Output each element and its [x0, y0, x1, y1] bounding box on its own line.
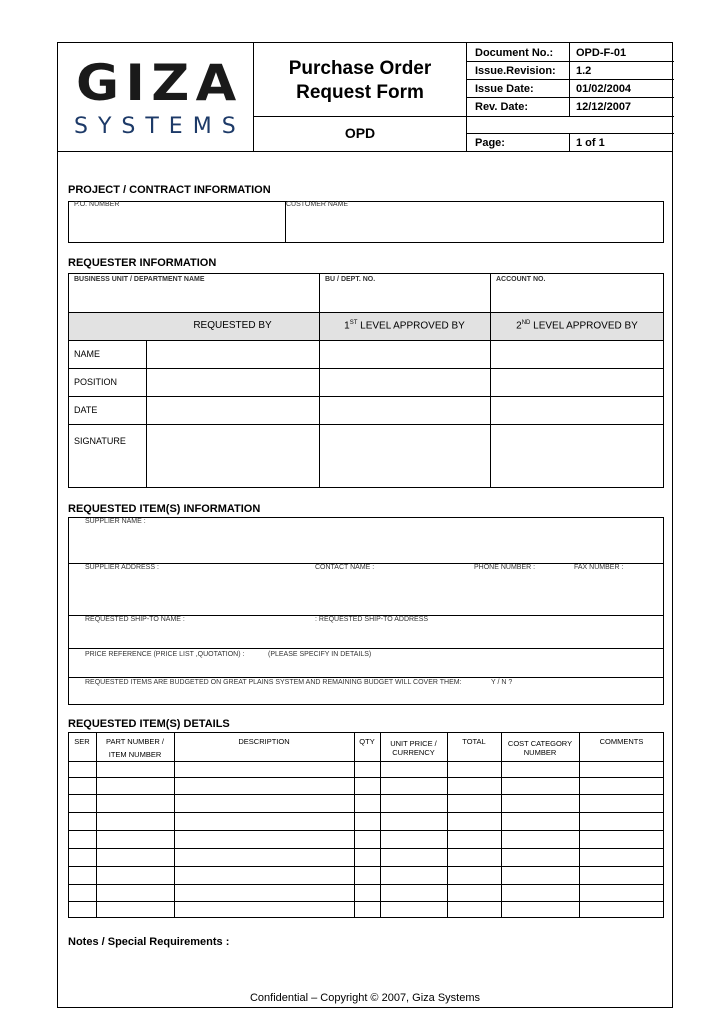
fax-number-label: FAX NUMBER :	[574, 564, 624, 571]
section-requester-title: REQUESTER INFORMATION	[68, 257, 217, 269]
col-description-header: DESCRIPTION	[238, 737, 290, 746]
name-row-label: NAME	[74, 349, 101, 359]
document-no-value: OPD-F-01	[576, 47, 627, 59]
bu-name-label: BUSINESS UNIT / DEPARTMENT NAME	[74, 276, 205, 283]
po-number-label: P.O. NUMBER	[74, 201, 120, 208]
price-reference-hint: (PLEASE SPECIFY IN DETAILS)	[268, 651, 372, 658]
rev-date-label: Rev. Date:	[475, 101, 528, 113]
company-logo: GIZA	[76, 54, 243, 112]
col-total-header: TOTAL	[462, 737, 486, 746]
budget-question-label: REQUESTED ITEMS ARE BUDGETED ON GREAT PLAINS SYSTEM AND REMAINING BUDGET WILL COVER THEM:	[85, 679, 462, 686]
price-reference-label: PRICE REFERENCE (PRICE LIST ,QUOTATION) :	[85, 651, 245, 658]
date-row-label: DATE	[74, 405, 98, 415]
footer-copyright: Confidential – Copyright © 2007, Giza Systems	[249, 992, 481, 1004]
requested-by-header: REQUESTED BY	[193, 320, 272, 331]
col-comments-header: COMMENTS	[599, 737, 644, 746]
items-details-table	[68, 732, 664, 918]
contact-name-label: CONTACT NAME :	[315, 564, 375, 571]
bu-no-label: BU / DEPT. NO.	[325, 276, 376, 283]
rev-date-value: 12/12/2007	[576, 101, 632, 113]
second-level-approved-header: 2ND LEVEL APPROVED BY	[516, 320, 638, 332]
issue-date-value: 01/02/2004	[576, 83, 632, 95]
signature-row-label: SIGNATURE	[74, 436, 126, 446]
ship-to-name-label: REQUESTED SHIP-TO NAME :	[85, 616, 185, 623]
customer-name-field[interactable]	[286, 209, 662, 241]
document-no-label: Document No.:	[475, 47, 554, 59]
phone-number-label: PHONE NUMBER :	[474, 564, 536, 571]
requester-table	[68, 273, 664, 488]
page-value: 1 of 1	[576, 137, 605, 149]
department-code: OPD	[344, 125, 376, 141]
page-label: Page:	[475, 137, 505, 149]
col-ser-header: SER	[74, 737, 90, 746]
notes-label: Notes / Special Requirements :	[68, 936, 230, 948]
budget-answer[interactable]: Y / N ?	[491, 679, 513, 686]
col-part-number-header: PART NUMBER / ITEM NUMBER	[106, 737, 164, 759]
position-row-label: POSITION	[74, 377, 118, 387]
first-level-approved-header: 1ST LEVEL APPROVED BY	[344, 320, 465, 332]
col-cost-category-header: COST CATEGORY NUMBER	[507, 739, 573, 757]
col-qty-header: QTY	[359, 737, 375, 746]
po-number-field[interactable]	[69, 209, 283, 241]
section-items-details-title: REQUESTED ITEM(S) DETAILS	[68, 718, 230, 730]
supplier-name-label: SUPPLIER NAME :	[85, 518, 146, 525]
customer-name-label: CUSTOMER NAME	[286, 201, 349, 208]
company-logo-subtitle: SYSTEMS	[74, 114, 246, 139]
col-unit-price-header: UNIT PRICE / CURRENCY	[390, 739, 437, 757]
section-project-title: PROJECT / CONTRACT INFORMATION	[68, 184, 271, 196]
issue-revision-label: Issue.Revision:	[475, 65, 556, 77]
issue-revision-value: 1.2	[576, 65, 592, 77]
ship-to-address-label: : REQUESTED SHIP-TO ADDRESS	[315, 616, 429, 623]
section-items-info-title: REQUESTED ITEM(S) INFORMATION	[68, 503, 261, 515]
document-title: Purchase Order Request Form	[288, 58, 432, 103]
issue-date-label: Issue Date:	[475, 83, 534, 95]
account-no-label: ACCOUNT NO.	[496, 276, 546, 283]
document-header	[57, 42, 673, 152]
supplier-address-label: SUPPLIER ADDRESS :	[85, 564, 159, 571]
